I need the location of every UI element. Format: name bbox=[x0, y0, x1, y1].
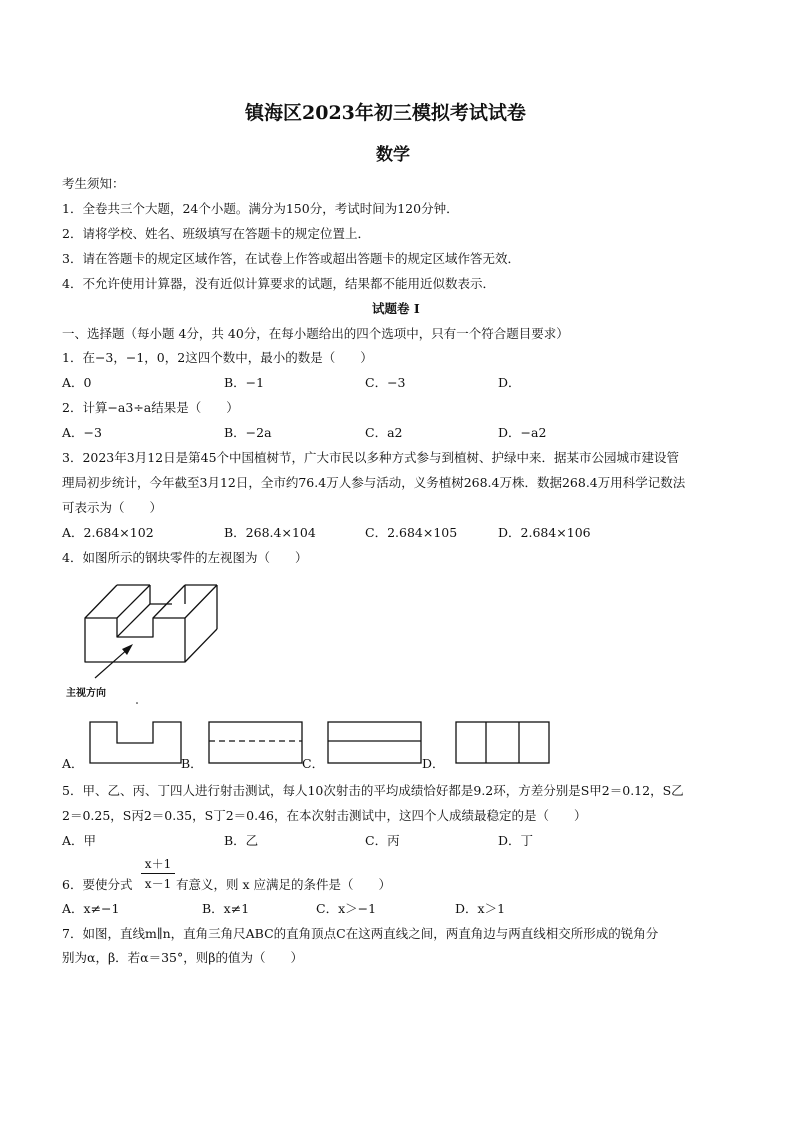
q5-line-2: 2＝0.25，S丙2＝0.35，S丁2＝0.46，在本次射击测试中，这四个人成绩最稳定的是（ ） bbox=[62, 808, 587, 823]
q3-option-a: A．2.684×102 bbox=[62, 525, 154, 540]
q4-figure-label: 主视方向 bbox=[66, 688, 106, 699]
q3-line-2: 理局初步统计，今年截至3月12日，全市约76.4万人参与活动，义务植树268.4万株．数据268.4万用科学记数法 bbox=[62, 475, 686, 490]
notice-heading: 考生须知： bbox=[62, 176, 125, 191]
subject-title: 数学 bbox=[376, 145, 410, 165]
notice-item-3: 3．请在答题卡的规定区域作答，在试卷上作答或超出答题卡的规定区域作答无效． bbox=[62, 251, 520, 266]
q2-option-d: D．−a2 bbox=[498, 425, 547, 440]
q4-option-d: D． bbox=[422, 756, 445, 771]
q1-stem: 1．在−3，−1，0，2这四个数中，最小的数是（ ） bbox=[62, 350, 373, 365]
q6-option-a: A．x≠−1 bbox=[62, 901, 120, 916]
q2-option-c: C．a2 bbox=[365, 425, 403, 440]
q2-option-b: B．−2a bbox=[224, 425, 272, 440]
q5-option-b: B．乙 bbox=[224, 833, 259, 848]
notice-item-4: 4．不允许使用计算器，没有近似计算要求的试题，结果都不能用近似数表示． bbox=[62, 276, 495, 291]
q2-option-a: A．−3 bbox=[62, 425, 102, 440]
q6-numerator: x＋1 bbox=[144, 857, 172, 871]
q7-line-2: 别为α，β．若α＝35°，则β的值为（ ） bbox=[62, 950, 303, 965]
q3-option-d: D．2.684×106 bbox=[498, 525, 591, 540]
q1-option-a: A．0 bbox=[62, 375, 92, 390]
q6-fraction bbox=[141, 855, 175, 892]
q3-option-b: B．268.4×104 bbox=[224, 525, 316, 540]
q6-prefix: 6．要使分式 bbox=[62, 877, 133, 892]
q3-line-3: 可表示为（ ） bbox=[62, 500, 163, 515]
notice-item-1: 1．全卷共三个大题，24个小题。满分为150分，考试时间为120分钟． bbox=[62, 201, 459, 216]
q6-option-c: C．x＞−1 bbox=[316, 901, 377, 916]
section-title: 试题卷 I bbox=[372, 301, 420, 316]
q6-denominator: x－1 bbox=[144, 877, 172, 891]
q6-option-d: D．x＞1 bbox=[455, 901, 506, 916]
q3-line-1: 3．2023年3月12日是第45个中国植树节，广大市民以多种方式参与到植树、护绿中来．据某市公园城市建设管 bbox=[62, 450, 680, 465]
q4-option-b: B． bbox=[181, 756, 203, 771]
q7-line-1: 7．如图，直线m∥n，直角三角尺ABC的直角顶点C在这两直线之间，两直角边与两直线相交所形成的锐角分 bbox=[62, 926, 659, 941]
q5-option-d: D．丁 bbox=[498, 833, 534, 848]
q1-option-c: C．−3 bbox=[365, 375, 406, 390]
q6-suffix: 有意义，则 x 应满足的条件是（ ） bbox=[176, 877, 391, 892]
q6-fraction-bar bbox=[141, 873, 175, 874]
part1-heading: 一、选择题（每小题 4分，共 40分，在每小题给出的四个选项中，只有一个符合题目要求） bbox=[62, 326, 569, 341]
notice-item-2: 2．请将学校、姓名、班级填写在答题卡的规定位置上． bbox=[62, 226, 370, 241]
q5-line-1: 5．甲、乙、丙、丁四人进行射击测试，每人10次射击的平均成绩恰好都是9.2环，方差分别是S甲2＝0.12，S乙 bbox=[62, 783, 684, 798]
q5-option-c: C．丙 bbox=[365, 833, 400, 848]
q4-stem: 4．如图所示的钢块零件的左视图为（ ） bbox=[62, 550, 308, 565]
q4-option-a: A． bbox=[62, 756, 84, 771]
page-title: 镇海区2023年初三模拟考试试卷 bbox=[245, 102, 526, 124]
q1-option-d: D． bbox=[498, 375, 521, 390]
q5-option-a: A．甲 bbox=[62, 833, 97, 848]
q1-option-b: B．−1 bbox=[224, 375, 265, 390]
q4-option-c: C． bbox=[302, 756, 325, 771]
q6-option-b: B．x≠1 bbox=[202, 901, 250, 916]
q2-stem: 2．计算−a3÷a结果是（ ） bbox=[62, 400, 239, 415]
q3-option-c: C．2.684×105 bbox=[365, 525, 458, 540]
